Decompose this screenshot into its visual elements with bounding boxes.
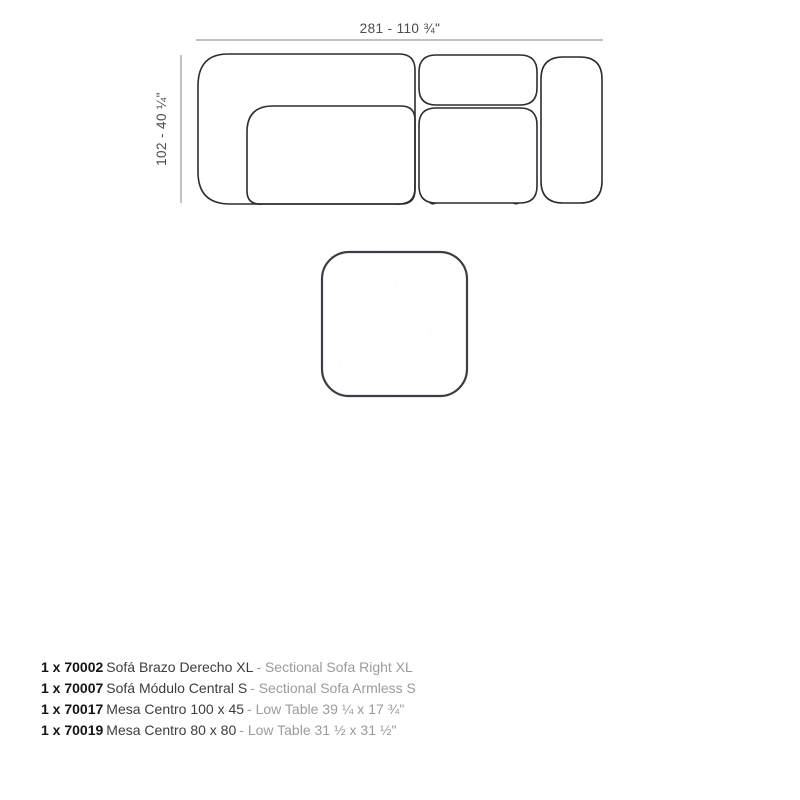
sofa-foot: [394, 204, 402, 206]
item-name-es: Sofá Brazo Derecho XL: [106, 659, 254, 675]
item-name-es: Sofá Módulo Central S: [106, 680, 248, 696]
parts-list-item: [41, 678, 419, 699]
sofa-center-module-seat: [419, 108, 537, 203]
item-name-en: - Sectional Sofa Armless S: [250, 680, 416, 696]
item-name-en: - Low Table 31 ½ x 31 ½": [239, 722, 397, 738]
parts-list: [41, 657, 419, 741]
item-code: 1 x 70007: [41, 680, 104, 696]
sofa-left-module-seat: [247, 106, 415, 204]
low-table-speckle-texture: [323, 253, 466, 395]
item-name-en: - Sectional Sofa Right XL: [256, 659, 413, 675]
parts-list-item: [41, 657, 419, 678]
item-code: 1 x 70002: [41, 659, 104, 675]
sofa-left-module-outline: [198, 54, 415, 204]
item-code: 1 x 70019: [41, 722, 104, 738]
item-name-es: Mesa Centro 100 x 45: [106, 701, 245, 717]
item-code: 1 x 70017: [41, 701, 104, 717]
width-dimension-label: 281 - 110 ¾": [359, 21, 441, 36]
height-dimension-label: 102 - 40 ¼": [154, 92, 169, 166]
sofa-foot: [256, 204, 264, 206]
item-name-es: Mesa Centro 80 x 80: [106, 722, 237, 738]
sofa-right-arm-outline: [541, 57, 602, 203]
parts-list-item: [41, 720, 419, 741]
parts-list-item: [41, 699, 419, 720]
sofa-foot: [512, 203, 520, 205]
item-name-en: - Low Table 39 ¼ x 17 ¾": [247, 701, 405, 717]
sofa-center-module-back: [419, 55, 537, 105]
sofa-foot: [429, 203, 437, 205]
